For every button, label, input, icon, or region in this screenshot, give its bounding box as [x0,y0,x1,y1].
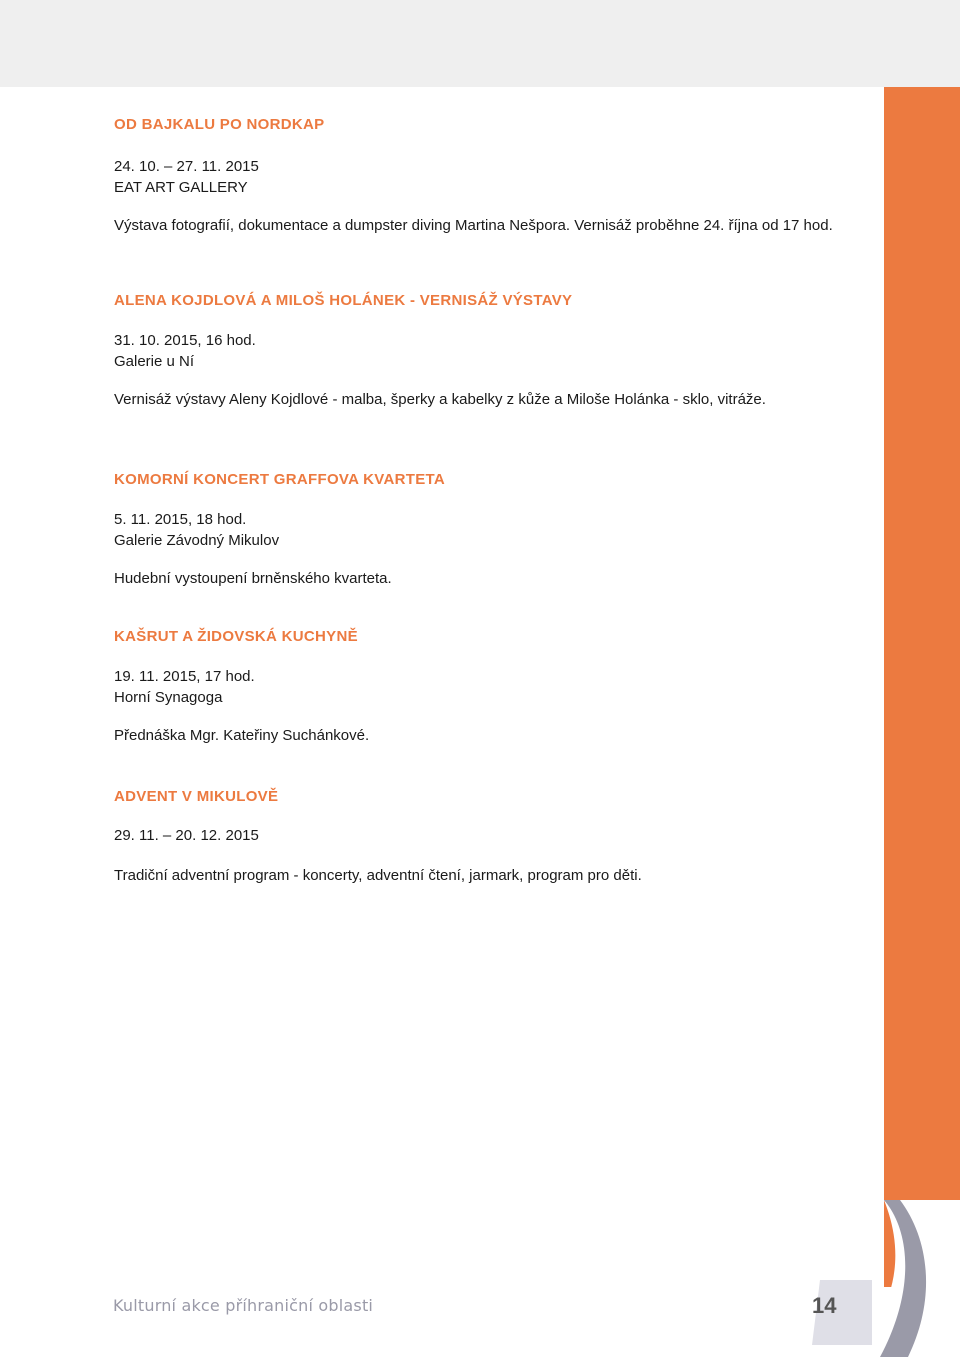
event-description: Tradiční adventní program - koncerty, adventní čtení, jarmark, program pro děti. [114,867,642,884]
event-date: 19. 11. 2015, 17 hod. [114,668,255,685]
event-title: ADVENT V MIKULOVĚ [114,788,279,805]
page-number: 14 [812,1293,837,1318]
event-date: 5. 11. 2015, 18 hod. [114,511,247,528]
orange-side-bar [884,87,960,1287]
event-title: OD BAJKALU PO NORDKAP [114,116,325,133]
event-date: 31. 10. 2015, 16 hod. [114,332,256,349]
event-venue: EAT ART GALLERY [114,179,248,196]
event-title: KOMORNÍ KONCERT GRAFFOVA KVARTETA [114,471,445,488]
event-venue: Horní Synagoga [114,689,223,706]
event-venue: Galerie u Ní [114,353,195,370]
event-item [114,470,844,589]
event-date: 24. 10. – 27. 11. 2015 [114,158,259,175]
footer-title: Kulturní akce příhraniční oblasti [113,1296,374,1315]
event-description: Hudební vystoupení brněnského kvarteta. [114,570,392,587]
event-item [114,627,844,746]
event-description: Přednáška Mgr. Kateřiny Suchánkové. [114,727,370,744]
event-venue: Galerie Závodný Mikulov [114,532,280,549]
event-item [114,787,844,886]
event-title: KAŠRUT A ŽIDOVSKÁ KUCHYNĚ [114,628,358,645]
event-item [114,115,844,236]
footer-swoosh-graphic [760,1200,960,1357]
event-description: Vernisáž výstavy Aleny Kojdlové - malba, šperky a kabelky z kůže a Miloše Holánka - sklo, vitráže. [114,391,766,408]
event-description: Výstava fotografií, dokumentace a dumpster diving Martina Nešpora. Vernisáž proběhne 24. října od 17 hod. [114,217,833,234]
event-item [114,291,844,410]
event-date: 29. 11. – 20. 12. 2015 [114,827,259,844]
event-title: ALENA KOJDLOVÁ A MILOŠ HOLÁNEK - VERNISÁŽ VÝSTAVY [114,292,573,309]
